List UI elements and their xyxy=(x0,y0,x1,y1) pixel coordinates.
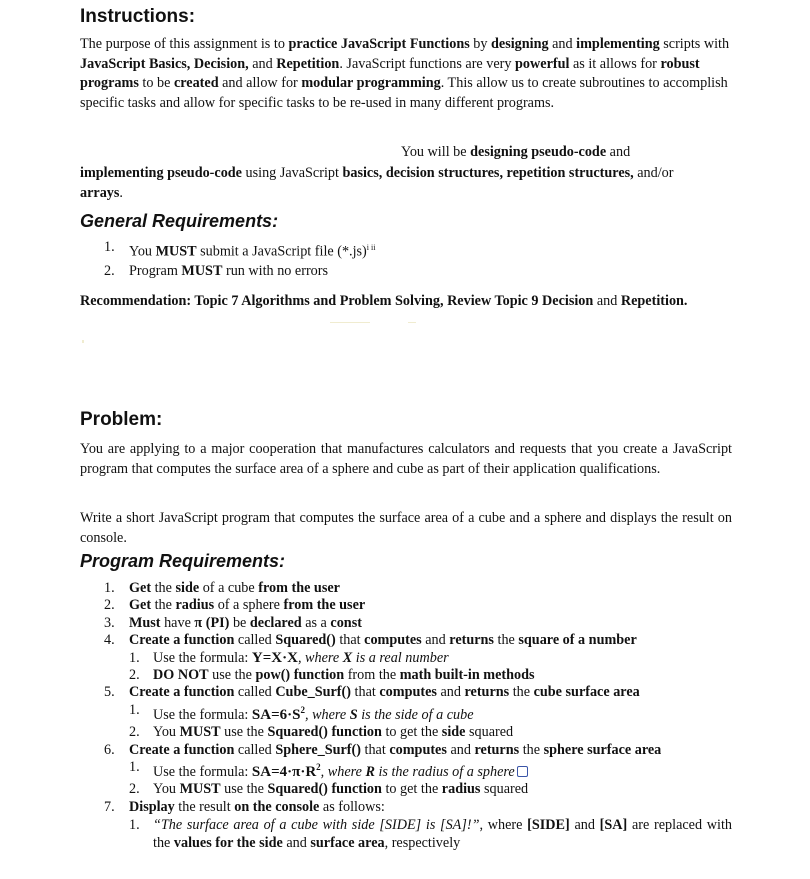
recommendation: Recommendation: Topic 7 Algorithms and Problem Solving, Review Topic 9 Decision and Repetition. xyxy=(80,293,688,309)
scan-artifact xyxy=(82,340,84,343)
formula: Y=X·X xyxy=(251,649,298,666)
program-requirements-list xyxy=(80,580,732,852)
sub-item: 2. You MUST use the Squared() function to get the side squared xyxy=(129,724,514,741)
program-requirements-heading: Program Requirements: xyxy=(80,551,286,571)
problem-paragraph: You are applying to a major cooperation that manufactures calculators and requests that you create a JavaScript program that computes the surface area of a sphere and cube as part of their application qualifications. xyxy=(80,441,732,477)
general-requirements-list xyxy=(80,238,732,282)
checkbox-icon xyxy=(517,766,528,777)
problem-heading: Problem: xyxy=(80,409,163,430)
requirement-item: 3. Must have π (PI) be declared as a const xyxy=(104,614,362,631)
general-requirements-heading: General Requirements: xyxy=(80,211,279,231)
sub-item: 1. Use the formula: $SA=6\cdot S^2$, where S is the side of a cube xyxy=(129,701,474,723)
scan-artifact xyxy=(408,322,416,323)
instructions-paragraph: The purpose of this assignment is to practice JavaScript Functions by designing and implementing scripts with JavaScript Basics, Decision, and Repetition. JavaScript functions are very powerful as it allows for robust programs to be created and allow for modular programming. This allow us to create subroutines to accomplish specific tasks and allow for specific tasks to be re-used in many different programs. xyxy=(80,36,730,111)
problem-task-paragraph: Write a short JavaScript program that computes the surface area of a cube and a sphere and displays the result on console. xyxy=(80,510,732,546)
list-item: 2. Program MUST run with no errors xyxy=(104,263,329,280)
sub-item: 1. “The surface area of a cube with side [SIDE] is [SA]!”, where [SIDE] and [SA] are replaced with the values for the side and surface area, respectively xyxy=(129,817,732,852)
requirement-item: 2. Get the radius of a sphere from the user xyxy=(104,597,366,614)
sub-list xyxy=(80,650,732,685)
list-item: 1. You MUST submit a JavaScript file $(*.js)^{i ii}$ xyxy=(104,239,376,260)
sub-list xyxy=(80,816,732,852)
sub-item: 2. You MUST use the Squared() function to get the radius squared xyxy=(129,781,529,798)
sub-item: 1. Use the formula: $SA=4\cdot\pi\cdot R^2$, where R is the radius of a sphere xyxy=(80,759,732,781)
formula: $SA=6\cdot S^2$ xyxy=(251,704,305,723)
sub-list xyxy=(80,702,732,742)
sub-list xyxy=(80,759,732,799)
formula: $SA=4\cdot\pi\cdot R^2$ xyxy=(251,762,321,781)
instructions-heading: Instructions: xyxy=(80,6,196,27)
requirement-item: 1. Get the side of a cube from the user xyxy=(104,580,340,596)
design-paragraph: You will be designing pseudo-code and implementing pseudo-code using JavaScript basics, decision structures, repetition structures, and/or arrays. xyxy=(80,144,674,201)
requirement-item: 5. Create a function called Cube_Surf() that computes and returns the cube surface area xyxy=(104,684,640,701)
requirement-item: 7. Display the result on the console as follows: xyxy=(104,798,385,815)
sub-item: 2. DO NOT use the pow() function from the math built-in methods xyxy=(129,667,535,684)
scan-artifact xyxy=(330,322,370,323)
requirement-item: 6. Create a function called Sphere_Surf() that computes and returns the sphere surface area xyxy=(104,741,662,758)
sub-item: 1. Use the formula: Y=X·X, where X is a real number xyxy=(129,649,449,666)
requirement-item: 4. Create a function called Squared() that computes and returns the square of a number xyxy=(104,632,637,649)
